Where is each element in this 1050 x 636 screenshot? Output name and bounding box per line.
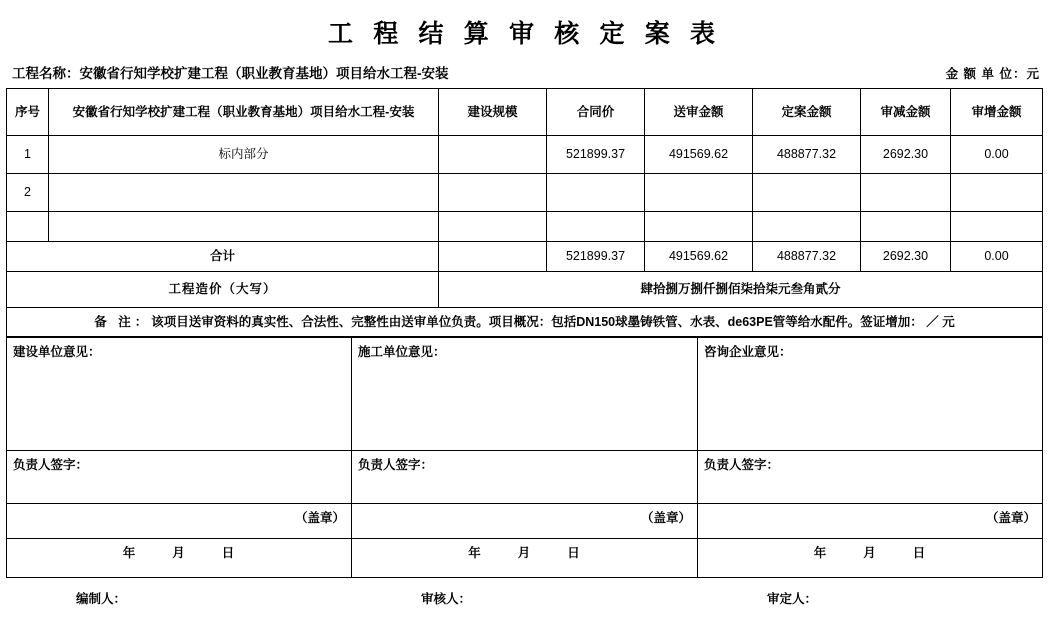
cell-submitted bbox=[645, 174, 753, 212]
project-name-value: 安徽省行知学校扩建工程（职业教育基地）项目给水工程-安装 bbox=[79, 66, 449, 81]
amount-unit-label: 金 额 单 位：元 bbox=[945, 67, 1040, 81]
cell-index: 2 bbox=[7, 174, 49, 212]
table-row bbox=[7, 174, 1043, 212]
cell-reduced bbox=[861, 212, 951, 242]
opinion-cell-construction[interactable]: 建设单位意见： bbox=[7, 338, 352, 451]
cell-submitted bbox=[645, 212, 753, 242]
person-sign-consultant[interactable]: 负责人签字： bbox=[698, 451, 1043, 504]
date-contractor bbox=[352, 539, 698, 578]
date-day-contractor: 日 bbox=[567, 546, 581, 560]
cell-increased: 0.00 bbox=[951, 136, 1043, 174]
opinion-cell-consultant[interactable]: 咨询企业意见： bbox=[698, 338, 1043, 451]
capital-value: 肆拾捌万捌仟捌佰柒拾柒元叁角贰分 bbox=[439, 272, 1043, 308]
capital-label: 工程造价（大写） bbox=[7, 272, 439, 308]
cell-name bbox=[49, 174, 439, 212]
date-month-consultant: 月 bbox=[863, 546, 877, 560]
col-increased: 审增金额 bbox=[951, 89, 1043, 136]
note-cell bbox=[7, 308, 1043, 337]
cell-increased bbox=[951, 174, 1043, 212]
date-year-consultant: 年 bbox=[813, 546, 828, 560]
opinion-cell-contractor[interactable]: 施工单位意见： bbox=[352, 338, 698, 451]
total-label: 合计 bbox=[7, 242, 439, 272]
signature-person-row bbox=[7, 451, 1043, 504]
footer-compiler: 编制人： bbox=[76, 592, 127, 606]
cell-approved: 488877.32 bbox=[753, 136, 861, 174]
total-reduced: 2692.30 bbox=[861, 242, 951, 272]
cell-name: 标内部分 bbox=[49, 136, 439, 174]
cell-index bbox=[7, 212, 49, 242]
date-consultant bbox=[698, 539, 1043, 578]
cell-approved bbox=[753, 212, 861, 242]
seal-contractor: （盖章） bbox=[352, 504, 698, 539]
date-day-consultant: 日 bbox=[912, 546, 927, 560]
project-header bbox=[6, 62, 1044, 88]
signature-date-row bbox=[7, 539, 1043, 578]
total-scale bbox=[439, 242, 547, 272]
seal-consultant: （盖章） bbox=[698, 504, 1043, 539]
signature-opinion-row bbox=[7, 338, 1043, 451]
cell-index: 1 bbox=[7, 136, 49, 174]
col-contract: 合同价 bbox=[547, 89, 645, 136]
note-text: 该项目送审资料的真实性、合法性、完整性由送审单位负责。项目概况：包括DN150球墨铸铁管、水表、de63PE管等给水配件。签证增加： ／ 元 bbox=[151, 314, 955, 329]
cell-contract bbox=[547, 174, 645, 212]
date-year-construction: 年 bbox=[122, 546, 137, 560]
total-submitted: 491569.62 bbox=[645, 242, 753, 272]
date-day-construction: 日 bbox=[221, 546, 236, 560]
person-sign-construction[interactable]: 负责人签字： bbox=[7, 451, 352, 504]
total-increased: 0.00 bbox=[951, 242, 1043, 272]
footer-row bbox=[6, 578, 1042, 612]
cell-contract bbox=[547, 212, 645, 242]
table-row bbox=[7, 212, 1043, 242]
cell-approved bbox=[753, 174, 861, 212]
total-contract: 521899.37 bbox=[547, 242, 645, 272]
note-tag: 备 注： bbox=[94, 314, 152, 329]
total-approved: 488877.32 bbox=[753, 242, 861, 272]
page-title: 工 程 结 算 审 核 定 案 表 bbox=[327, 21, 722, 48]
cell-scale bbox=[439, 212, 547, 242]
col-scale: 建设规模 bbox=[439, 89, 547, 136]
date-month-construction: 月 bbox=[172, 546, 186, 560]
col-reduced: 审减金额 bbox=[861, 89, 951, 136]
cell-scale bbox=[439, 136, 547, 174]
col-index: 序号 bbox=[7, 89, 49, 136]
table-row bbox=[7, 136, 1043, 174]
table-header-row bbox=[7, 89, 1043, 136]
cell-submitted: 491569.62 bbox=[645, 136, 753, 174]
col-project: 安徽省行知学校扩建工程（职业教育基地）项目给水工程-安装 bbox=[49, 89, 439, 136]
capital-amount-row bbox=[7, 272, 1043, 308]
col-approved: 定案金额 bbox=[753, 89, 861, 136]
cell-contract: 521899.37 bbox=[547, 136, 645, 174]
summary-table bbox=[6, 88, 1043, 337]
cell-reduced bbox=[861, 174, 951, 212]
date-month-contractor: 月 bbox=[517, 546, 532, 560]
footer-reviewer: 审核人： bbox=[421, 592, 472, 606]
date-construction bbox=[7, 539, 352, 578]
table-total-row bbox=[7, 242, 1043, 272]
cell-increased bbox=[951, 212, 1043, 242]
person-sign-contractor[interactable]: 负责人签字： bbox=[352, 451, 698, 504]
seal-construction: （盖章） bbox=[7, 504, 352, 539]
cell-reduced: 2692.30 bbox=[861, 136, 951, 174]
cell-name bbox=[49, 212, 439, 242]
project-name bbox=[12, 62, 449, 82]
cell-scale bbox=[439, 174, 547, 212]
note-row bbox=[7, 308, 1043, 337]
date-year-contractor: 年 bbox=[468, 546, 482, 560]
signature-seal-row bbox=[7, 504, 1043, 539]
col-submitted: 送审金额 bbox=[645, 89, 753, 136]
project-name-label: 工程名称： bbox=[12, 66, 80, 81]
signature-table bbox=[6, 337, 1043, 578]
footer-approver: 审定人： bbox=[767, 592, 818, 606]
